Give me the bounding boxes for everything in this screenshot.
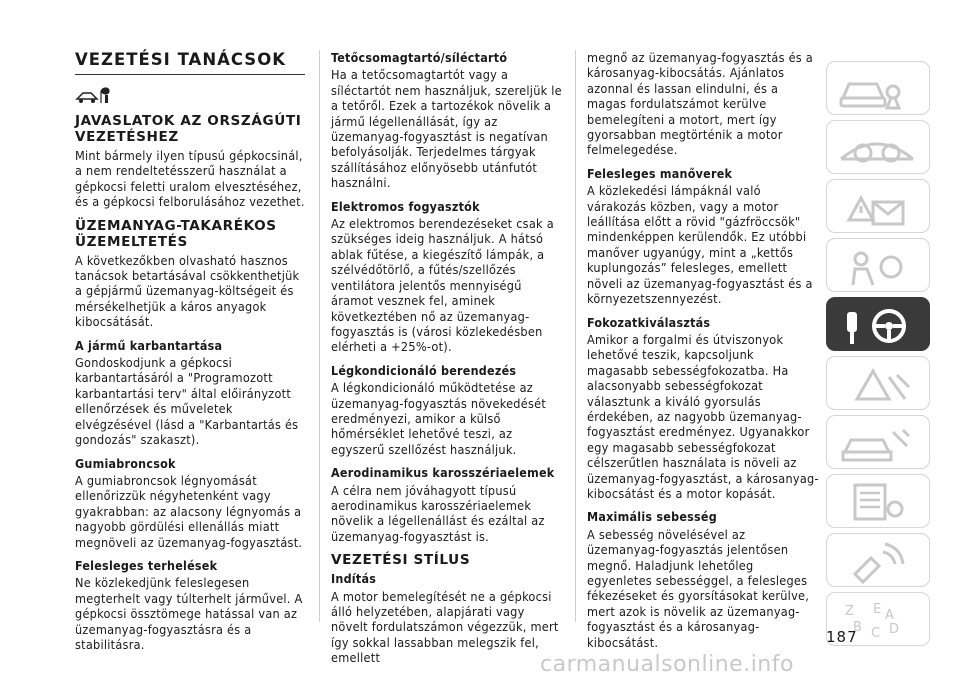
svg-text:C: C (871, 626, 881, 641)
column-divider (575, 50, 576, 622)
paragraph: Ne közlekedjünk feleslegesen megterhelt vagy túlterhelt járművel. A gépkocsi össztömege hatással van az üzemanyag-fogyasztásra és a stabilitásra. (75, 575, 303, 652)
paragraph: A légkondicionáló működtetése az üzemanyag-fogyasztás növekedését eredményezi, amikor a külső hőmérséklet lehetővé teszi, az egyszerű szellőzést használjuk. (331, 380, 547, 457)
subheading-gear-selection: Fokozatkiválasztás (587, 314, 711, 330)
technical-data-list-icon (827, 475, 929, 527)
tab-warning-lights[interactable] (826, 179, 930, 233)
paragraph: A motor bemelegítését ne a gépkocsi álló helyzetében, alapjárati vagy növelt fordulatszámon végezzük, mert így sokkal lassabban melegszik fel, emellett (331, 588, 559, 666)
tab-technical-data[interactable] (826, 474, 930, 528)
tab-multimedia[interactable] (826, 533, 930, 587)
svg-text:Z: Z (845, 604, 854, 619)
subheading-maximum-speed: Maximális sebesség (587, 509, 717, 525)
tab-starting-and-driving[interactable] (826, 297, 930, 351)
subheading-starting: Indítás (331, 571, 377, 587)
airbag-seat-icon (827, 239, 929, 291)
subheading-roof-rack: Tetőcsomagtartó/síléctartó (331, 50, 508, 65)
svg-text:E: E (873, 602, 882, 617)
svg-text:A: A (885, 608, 894, 623)
column-3 (587, 50, 819, 652)
subheading-loads: Felesleges terhelések (75, 557, 218, 573)
paragraph: A következőkben olvasható hasznos tanácsok betartásával csökkenthetjük a gépjármű üzemanyag-költségeit és mérsékelhetjük a káros anyagok kibocsátását. (75, 252, 300, 330)
maintenance-car-icon (827, 416, 929, 468)
tab-safety[interactable] (826, 238, 930, 292)
key-steering-wheel-icon (827, 298, 929, 350)
svg-text:D: D (889, 622, 900, 637)
column-1 (75, 50, 307, 654)
paragraph: Ha a tetőcsomagtartót vagy a síléctartót nem használjuk, szereljük le a tetőről. Ezek a tartozékok növelik a jármű légellenállását, így az üzemanyag-fogyasztást is negatívan befolyásolják. Terjedelmes tárgyak szállításához előnyösebb utánfutót használni. (331, 67, 562, 191)
paragraph: Gondoskodjunk a gépkocsi karbantartásáról a "Programozott karbantartási terv" által előirányzott ellenőrzések és műveletek elvégzésével (lásd a "Karbantartás és gondozás" szakaszt). (75, 355, 299, 448)
paragraph: megnő az üzemanyag-fogyasztás és a károsanyag-kibocsátás. Ajánlatos azonnal és lassan elindulni, és a magas fordulatszámot kerülve bemelegíteni a motort, mert így gyorsabban megtörténik a motor felmelegedése. (587, 50, 814, 158)
chapter-tabs (826, 61, 930, 651)
heading-driving-style: VEZETÉSI STÍLUS (331, 552, 471, 569)
dashboard-gauges-icon (827, 121, 929, 173)
eco-driving-icon (75, 85, 307, 105)
heading-fuel-saving: ÜZEMANYAG-TAKARÉKOS ÜZEMELTETÉS (75, 217, 277, 250)
tab-car-dashboard[interactable] (826, 61, 930, 115)
page-title: VEZETÉSI TANÁCSOK (75, 50, 287, 69)
paragraph: A közlekedési lámpáknál való várakozás közben, vagy a motor leállítása előtt a rövid "gázfröccsök" mindenképpen kerülendők. Ez utóbbi manőver ugyanúgy, mint a „kettős kuplungozás” felesleges, emellett növeli az üzemanyag-fogyasztást és a környezetszennyezést. (587, 183, 813, 307)
tab-dashboard-gauges[interactable] (826, 120, 930, 174)
paragraph: Az elektromos berendezéseket csak a szükséges ideig használjuk. A hátsó ablak fűtése, a kiegészítő lámpák, a szélvédőtörlő, a fűtés/szellőzés ventilátora jelentős mennyiségű áramot vesznek fel, aminek következtében nő az üzemanyag-fogyasztás is (városi közlekedésben elérheti a +25%-ot). (331, 216, 554, 355)
page-number: 187 (826, 628, 858, 646)
subheading-maintenance: A jármű karbantartása (75, 337, 223, 353)
subheading-electrical: Elektromos fogyasztók (331, 198, 480, 214)
watermark: carmanualsonline.info (540, 652, 794, 677)
tab-emergency[interactable] (826, 356, 930, 410)
paragraph: A célra nem jóváhagyott típusú aerodinamikus karosszériaelemek növelik a légellenállást és ezáltal az üzemanyag-fogyasztást is. (331, 482, 545, 544)
paragraph: Amikor a forgalmi és útviszonyok lehetővé teszik, kapcsoljunk magasabb sebességfokozatba. Ha alacsonyabb sebességfokozat választunk a kiváló gyorsulás érdekében, az nagyobb üzemanyag-fogyasztást eredményez. Ugyanakkor egy magasabb sebességfokozat célszerűtlen használata is növeli az üzemanyag-fogyasztást, a károsanyag-kibocsátást és a motor kopását. (587, 331, 819, 501)
paragraph: A sebesség növelésével az üzemanyag-fogyasztás jelentősen megnő. Haladjunk lehetőleg egyenletes sebességgel, a felesleges fékezéseket és gyorsításokat kerülve, mert azok is növelik az üzemanyag-fogyasztást és a károsanyag-kibocsátást. (587, 526, 810, 650)
title-underline (75, 74, 305, 75)
column-divider (319, 50, 320, 622)
paragraph: A gumiabroncsok légnyomását ellenőrizzük négyhetenként vagy gyakrabban: az alacsony légnyomás a nagyobb gördülési ellenállás miatt megnöveli az üzemanyag-fogyasztást. (75, 472, 303, 550)
heading-road-driving: JAVASLATOK AZ ORSZÁGÚTI VEZETÉSHEZ (75, 113, 302, 145)
subheading-unneeded-manoeuvres: Felesleges manőverek (587, 165, 733, 181)
subheading-tyres: Gumiabroncsok (75, 455, 176, 471)
subheading-air-conditioning: Légkondicionáló berendezés (331, 362, 517, 378)
column-2 (331, 50, 563, 668)
warning-envelope-icon (827, 180, 929, 232)
svg-text:B: B (853, 620, 862, 635)
subheading-aerodynamics: Aerodinamikus karosszériaelemek (331, 465, 555, 481)
car-dashboard-icon (827, 62, 929, 114)
tab-maintenance[interactable] (826, 415, 930, 469)
emergency-triangle-icon (827, 357, 929, 409)
paragraph: Mint bármely ilyen típusú gépkocsinál, a nem rendeltetésszerű használat a gépkocsi feletti uralom elvesztéséhez, és a gépkocsi felborulásához vezethet. (75, 148, 305, 210)
multimedia-satellite-icon (827, 534, 929, 586)
